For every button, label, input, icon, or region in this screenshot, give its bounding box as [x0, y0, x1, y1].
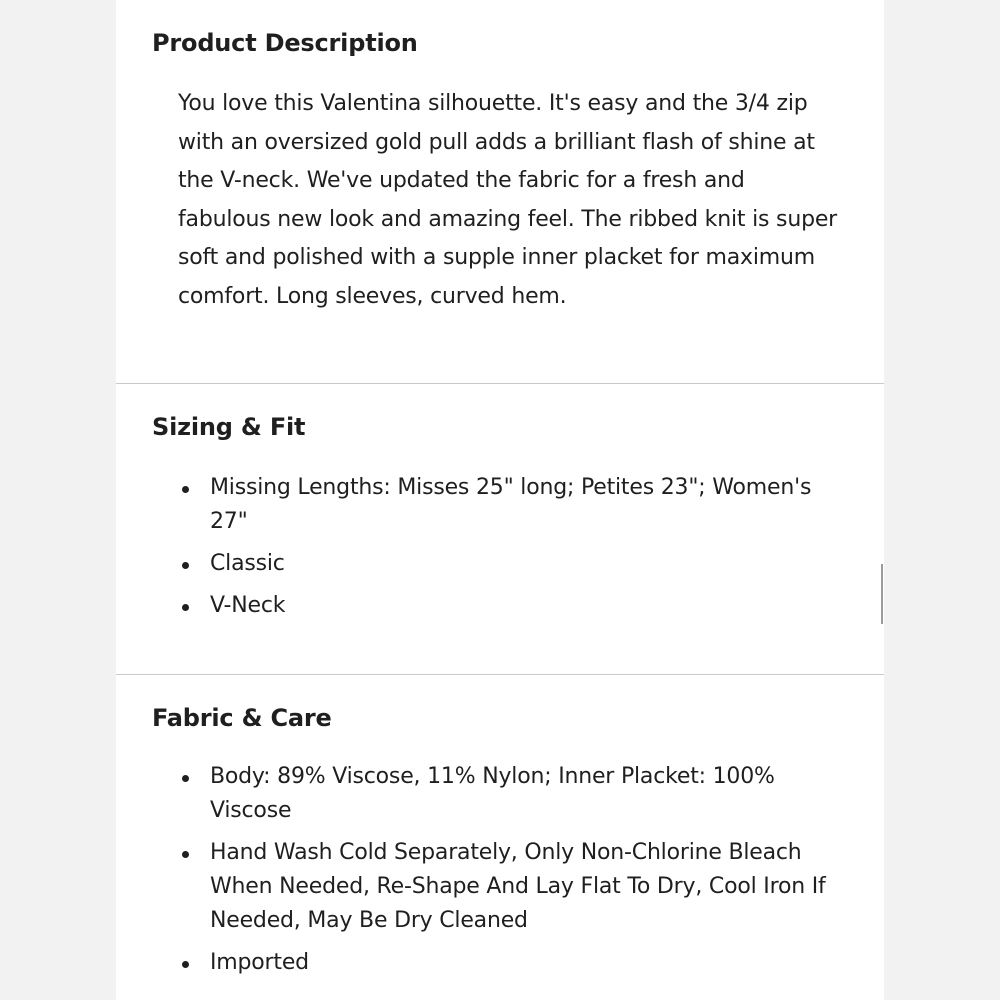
list-item-text: Body: 89% Viscose, 11% Nylon; Inner Placket: 100% Viscose: [210, 764, 775, 823]
fabric-care-list: [178, 760, 838, 988]
list-item: [178, 471, 838, 539]
list-item: [178, 760, 838, 828]
sizing-fit-list: [178, 471, 838, 631]
list-item-text: Imported: [210, 950, 309, 975]
list-item: [178, 836, 838, 938]
bullet-icon: [182, 961, 189, 968]
scrollbar-thumb[interactable]: [881, 564, 883, 624]
list-item: [178, 589, 838, 623]
list-item-text: Missing Lengths: Misses 25" long; Petites 23"; Women's 27": [210, 475, 812, 534]
bullet-icon: [182, 775, 189, 782]
list-item: [178, 547, 838, 581]
product-description-text: You love this Valentina silhouette. It's easy and the 3/4 zip with an oversized gold pull adds a brilliant flash of shine at the V-neck. We've updated the fabric for a fresh and fabulous new look and amazing feel. The ribbed knit is super soft and polished with a supple inner placket for maximum comfort. Long sleeves, curved hem.: [178, 91, 838, 309]
sizing-fit-title: Sizing & Fit: [152, 413, 306, 441]
bullet-icon: [182, 604, 189, 611]
bullet-icon: [182, 486, 189, 493]
bullet-icon: [182, 562, 189, 569]
product-description-title: Product Description: [152, 29, 418, 57]
product-details-panel: [116, 0, 884, 1000]
list-item-text: Classic: [210, 551, 285, 576]
fabric-care-title: Fabric & Care: [152, 704, 332, 732]
section-divider: [116, 383, 884, 384]
bullet-icon: [182, 851, 189, 858]
list-item-text: Hand Wash Cold Separately, Only Non-Chlorine Bleach When Needed, Re-Shape And Lay Flat To Dry, Cool Iron If Needed, May Be Dry Cleaned: [210, 840, 826, 933]
section-divider: [116, 674, 884, 675]
list-item: [178, 946, 838, 980]
list-item-text: V-Neck: [210, 593, 286, 618]
